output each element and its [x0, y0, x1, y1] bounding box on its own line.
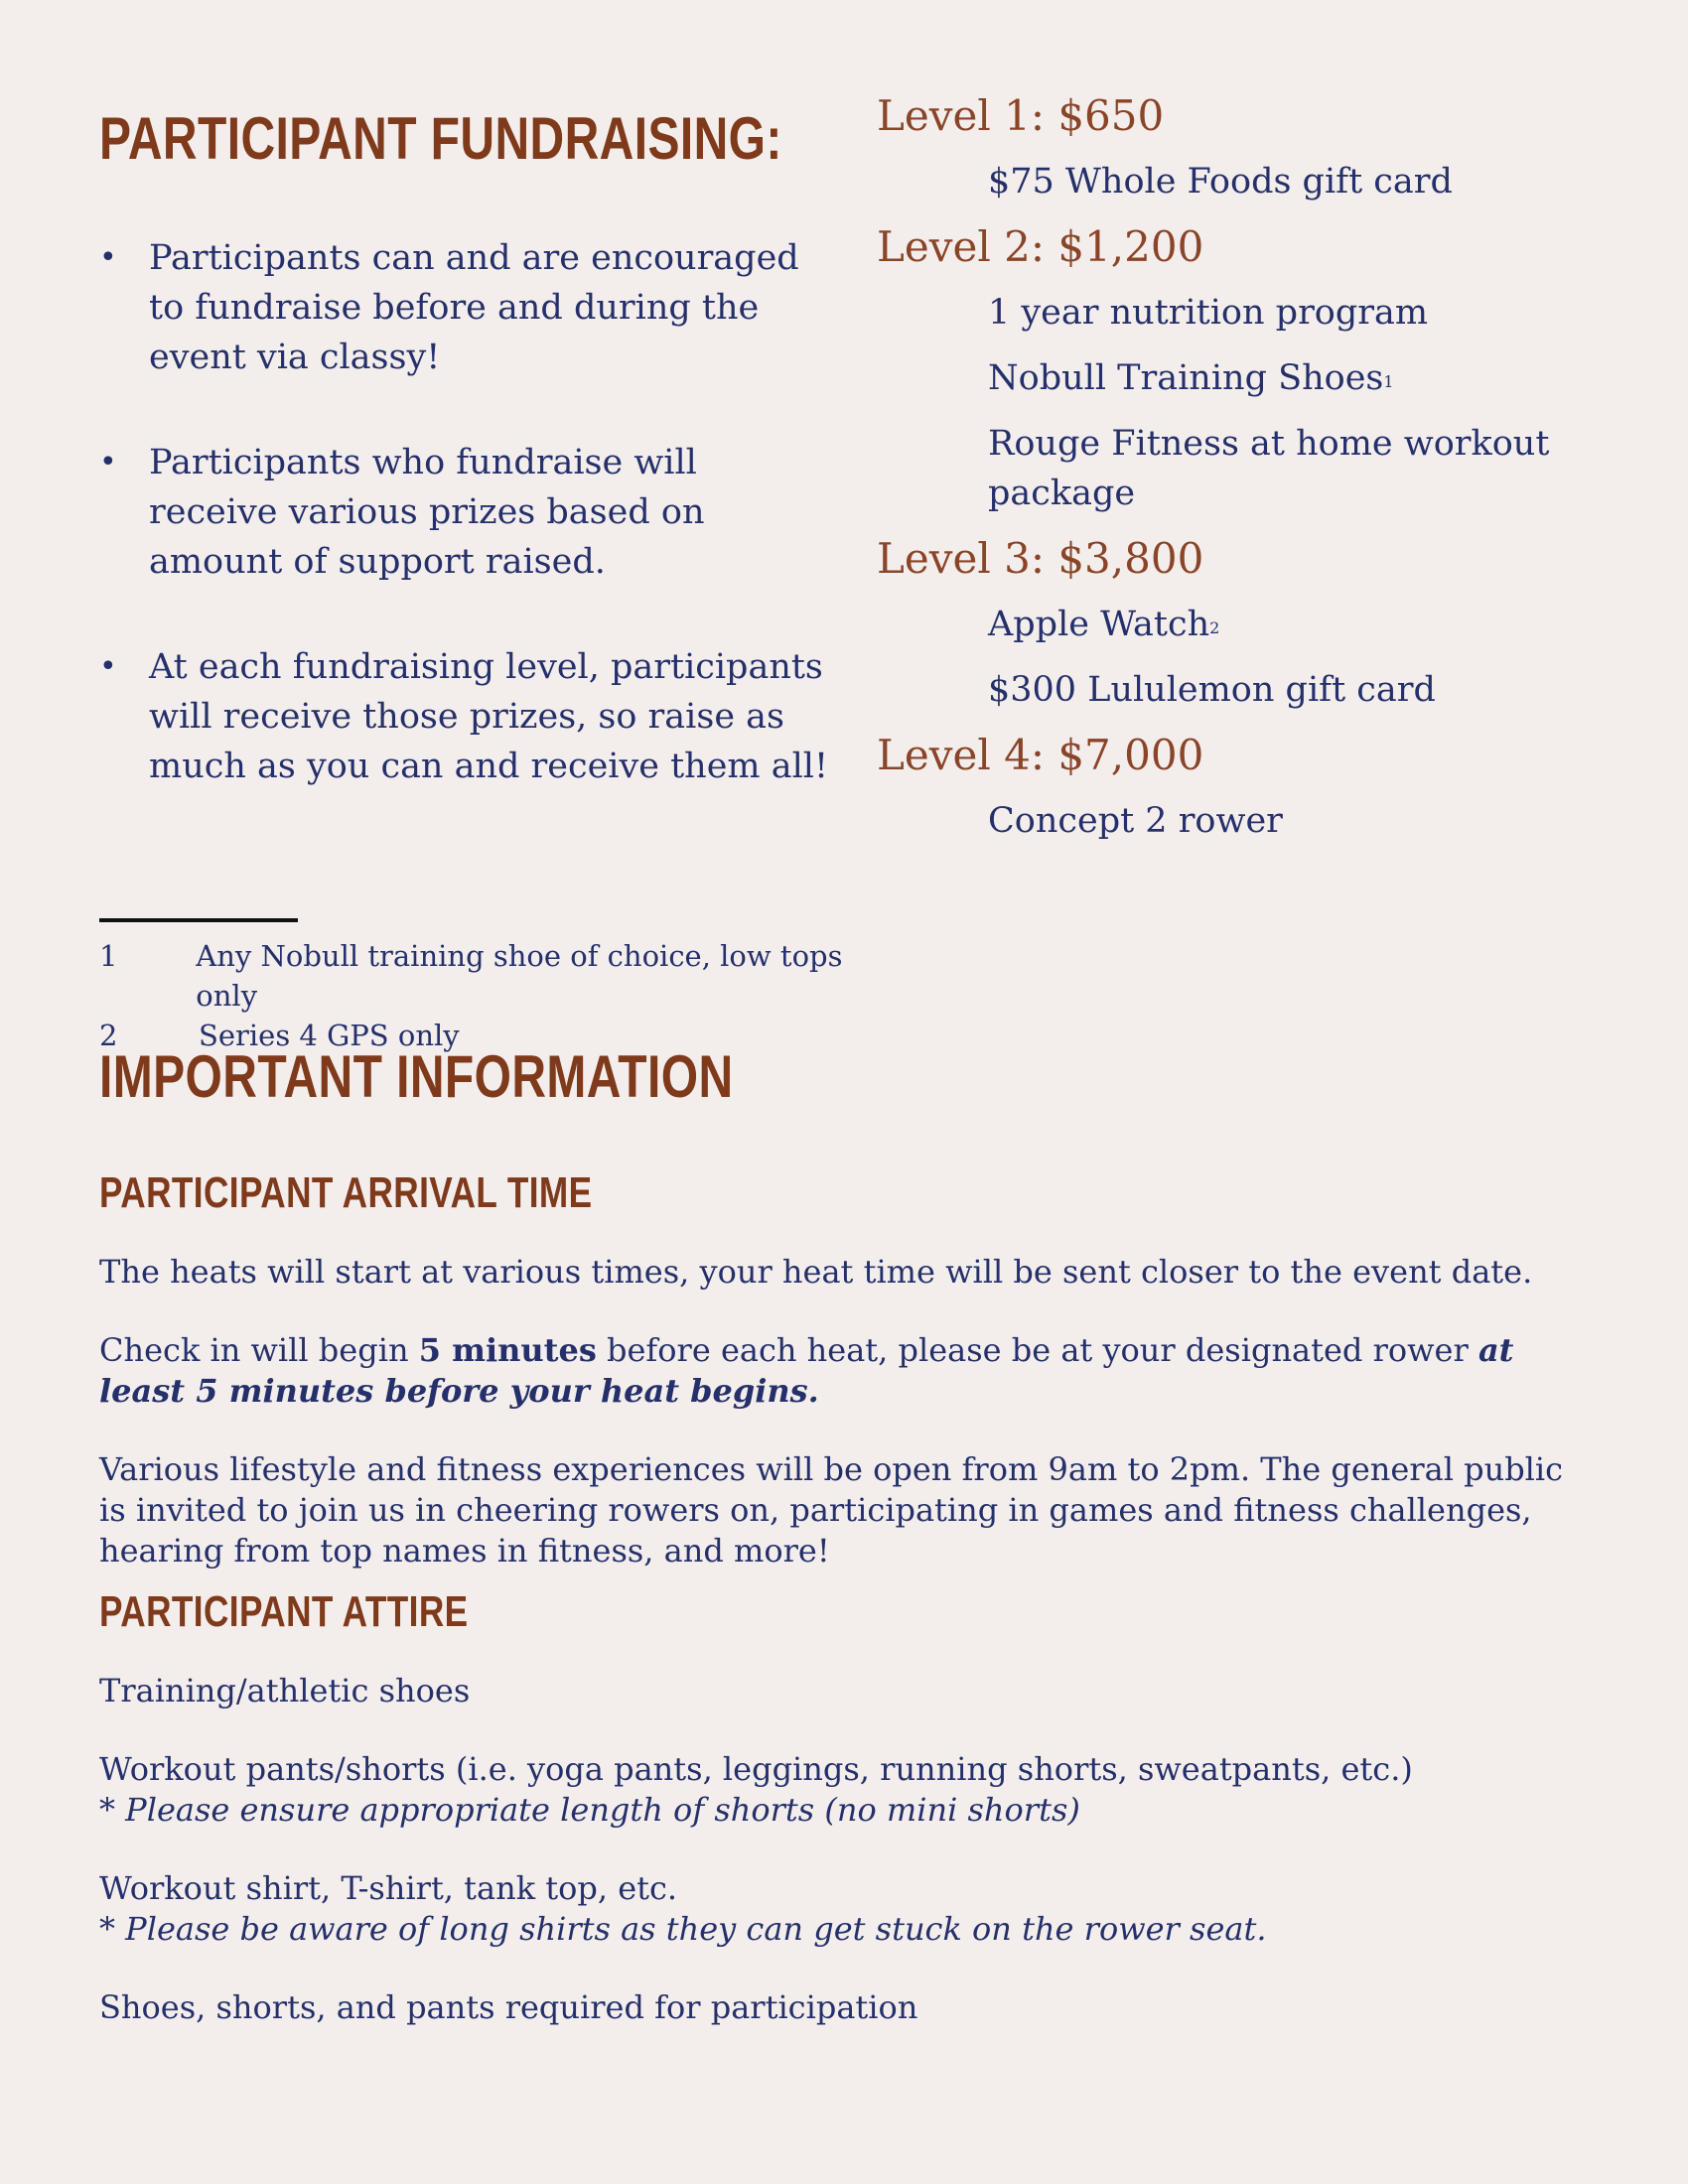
- attire-shirt-note: * Please be aware of long shirts as they can get stuck on the rower seat.: [99, 1910, 1267, 1948]
- prize-item: Apple Watch$^2$: [988, 605, 1220, 644]
- list-item: [99, 233, 834, 382]
- list-item: [99, 438, 834, 587]
- prize-item: Nobull Training Shoes$^1$: [988, 358, 1394, 398]
- attire-pants: Workout pants/shorts (i.e. yoga pants, leggings, running shorts, sweatpants, etc.): [99, 1750, 1413, 1788]
- bullet-icon: •: [99, 445, 117, 479]
- bullet-text: Participants can and are encouraged to fundraise before and during the event via classy!: [149, 238, 799, 377]
- prize-item: 1 year nutrition program: [988, 293, 1429, 333]
- attire-shirt: Workout shirt, T-shirt, tank top, etc.: [99, 1869, 678, 1907]
- footnote: 2 Series 4 GPS only: [99, 1019, 460, 1052]
- prize-item: Concept 2 rower: [988, 801, 1283, 841]
- bullet-icon: •: [99, 240, 117, 275]
- bullet-text: Participants who fundraise will receive various prizes based on amount of support raised.: [149, 443, 705, 582]
- experiences-text: Various lifestyle and fitness experiences will be open from 9am to 2pm. The general public is invited to join us in cheering rowers on, participating in games and fitness challenges, hearing from top names in fitness, and more!: [99, 1450, 1564, 1570]
- footnote-marker: 1: [1383, 372, 1394, 391]
- list-item: [99, 642, 834, 791]
- footnotes: [99, 918, 894, 1055]
- footnote-marker: 2: [1209, 618, 1220, 637]
- arrival-text: The heats will start at various times, your heat time will be sent closer to the event date.: [99, 1253, 1533, 1291]
- attire-shoes: Training/athletic shoes: [99, 1672, 471, 1709]
- level-3-title: Level 3: $3,800: [877, 534, 1204, 583]
- arrival-title: PARTICIPANT ARRIVAL TIME: [99, 1168, 593, 1217]
- checkin-text: Check in will begin 5 minutes before each heat, please be at your designated rower at least 5 minutes before your heat begins.: [99, 1331, 1514, 1410]
- footnote-divider: [99, 918, 298, 922]
- prize-levels: [877, 91, 1651, 862]
- level-2-title: Level 2: $1,200: [877, 222, 1204, 271]
- bullet-icon: •: [99, 649, 117, 684]
- attire-required: Shoes, shorts, and pants required for participation: [99, 1988, 918, 2026]
- prize-item: $300 Lululemon gift card: [988, 670, 1436, 710]
- prize-item: Rouge Fitness at home workout package: [988, 424, 1550, 513]
- fundraising-bullets: [99, 233, 834, 847]
- level-1-title: Level 1: $650: [877, 91, 1165, 140]
- fundraising-title: PARTICIPANT FUNDRAISING:: [99, 105, 782, 172]
- attire-title: PARTICIPANT ATTIRE: [99, 1587, 469, 1636]
- bullet-text: At each fundraising level, participants will receive those prizes, so raise as much as you can and receive them all!: [149, 647, 829, 786]
- prize-item: $75 Whole Foods gift card: [988, 162, 1453, 202]
- important-information: [99, 1042, 1589, 2028]
- important-title: IMPORTANT INFORMATION: [99, 1043, 734, 1110]
- fundraising-section: [99, 104, 834, 786]
- level-4-title: Level 4: $7,000: [877, 731, 1204, 779]
- footnote: 1 Any Nobull training shoe of choice, low tops only: [99, 939, 843, 1013]
- attire-pants-note: * Please ensure appropriate length of shorts (no mini shorts): [99, 1791, 1080, 1829]
